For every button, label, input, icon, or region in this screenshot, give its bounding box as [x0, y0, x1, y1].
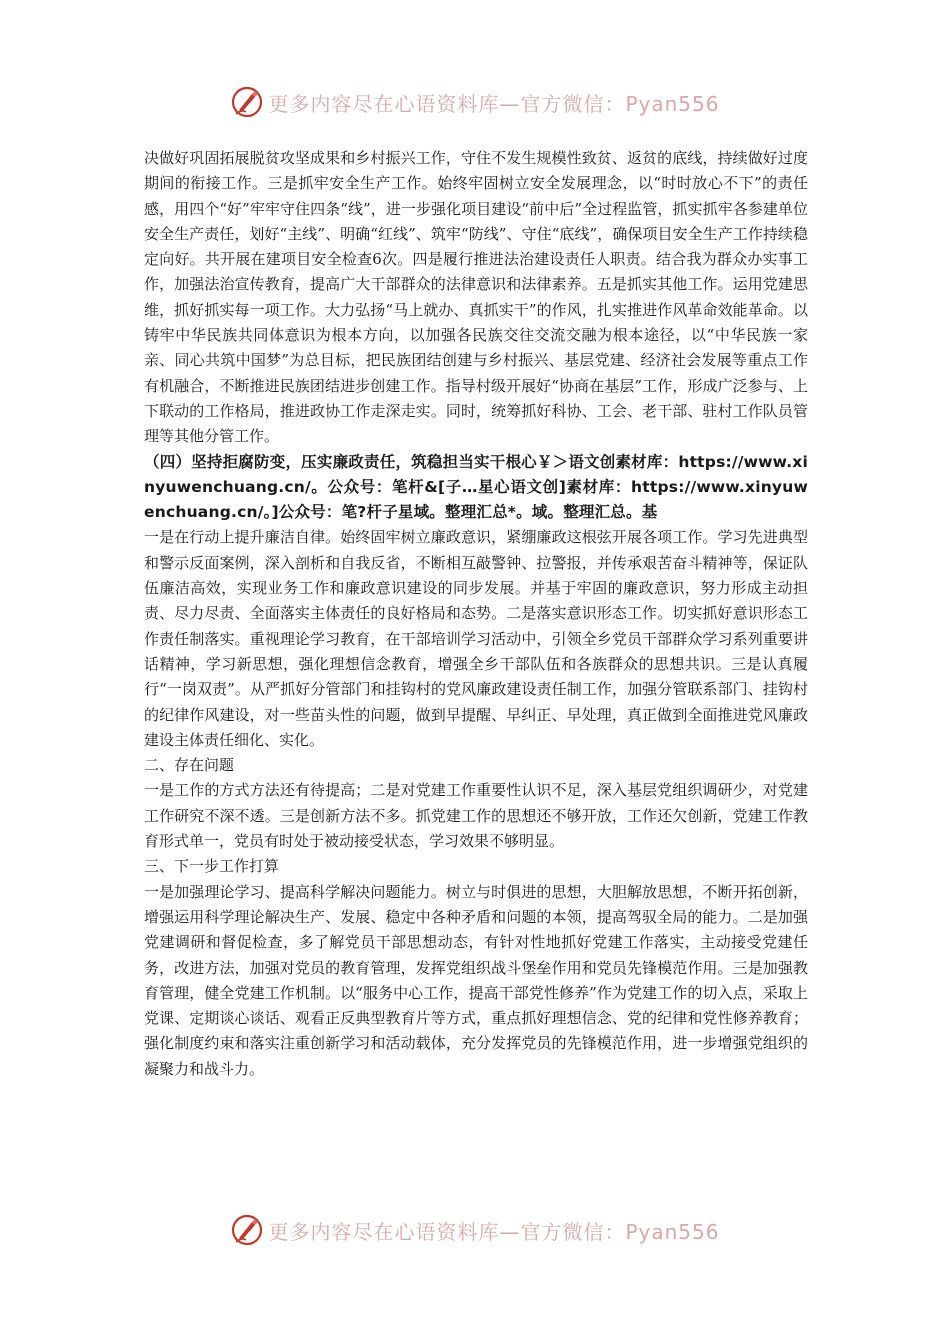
watermark-footer	[0, 1210, 950, 1250]
paragraph-next-steps: 一是加强理论学习、提高科学解决问题能力。树立与时俱进的思想，大胆解放思想，不断开拓创新，增强运用科学理论解决生产、发展、稳定中各种矛盾和问题的本领，提高驾驭全局的能力。二是加强党建调研和督促检查，多了解党员干部思想动态，有针对性地抓好党建工作落实，主动接受党建任务，改进方法，加强对党员的教育管理，发挥党组织战斗堡垒作用和党员先锋模范作用。三是加强教育管理，健全党建工作机制。以“服务中心工作，提高干部党性修养”作为党建工作的切入点，采取上党课、定期谈心谈话、观看正反典型教育片等方式，重点抓好理想信念、党的纪律和党性修养教育；强化制度约束和落实注重创新学习和活动载体，充分发挥党员的先锋模范作用，进一步增强党组织的凝聚力和战斗力。	[144, 882, 808, 1078]
watermark-header	[0, 82, 950, 122]
watermark-text: 更多内容尽在心语资料库—官方微信：Pyan556	[268, 91, 720, 116]
paragraph-integrity: 一是在行动上提升廉洁自律。始终固牢树立廉政意识，紧绷廉政这根弦开展各项工作。学习先进典型和警示反面案例，深入剖析和自我反省，不断相互敲警钟、拉警报，并传承艰苦奋斗精神等，保证队伍廉洁高效，实现业务工作和廉政意识建设的同步发展。并基于牢固的廉政意识，努力形成主动担责、尽力尽责、全面落实主体责任的良好格局和态势。二是落实意识形态工作。切实抓好意识形态工作责任制落实。重视理论学习教育，在干部培训学习活动中，引领全乡党员干部群众学习系列重要讲话精神，学习新思想，强化理想信念教育，增强全乡干部队伍和各族群众的思想共识。三是认真履行“一岗双责”。从严抓好分管部门和挂钩村的党风廉政建设责任制工作，加强分管联系部门、挂钩村的纪律作风建设，对一些苗头性的问题，做到早提醒、早纠正、早处理，真正做到全面推进党风廉政建设主体责任细化、实化。	[144, 528, 808, 749]
paragraph-work-continuation: 决做好巩固拓展脱贫攻坚成果和乡村振兴工作，守住不发生规模性致贫、返贫的底线，持续做好过度期间的衔接工作。三是抓牢安全生产工作。始终牢固树立安全发展理念，以“时时放心不下”的责任感，用四个“好”牢牢守住四条“线”，进一步强化项目建设“前中后”全过程监管，抓实抓牢各参建单位安全生产责任，划好“主线”、明确“红线”、筑牢“防线”、守住“底线”，确保项目安全生产工作持续稳定向好。共开展在建项目安全检查6次。四是履行推进法治建设责任人职责。结合我为群众办实事工作，加强法治宣传教育，提高广大干部群众的法律意识和法律素养。五是抓实其他工作。运用党建思维，抓好抓实每一项工作。大力弘扬“马上就办、真抓实干”的作风，扎实推进作风革命效能革命。以铸牢中华民族共同体意识为根本方向，以加强各民族交往交流交融为根本途径，以“中华民族一家亲、同心共筑中国梦”为总目标，把民族团结创建与乡村振兴、基层党建、经济社会发展等重点工作有机融合，不断推进民族团结进步创建工作。指导村级开展好“协商在基层”工作，形成广泛参与、上下联动的工作格局，推进政协工作走深走实。同时，统筹抓好科协、工会、老干部、驻村工作队员管理等其他分管工作。	[144, 149, 808, 446]
paragraph-problems: 一是工作的方式方法还有待提高；二是对党建工作重要性认识不足，深入基层党组织调研少，对党建工作研究不深不透。三是创新方法不多。抓党建工作的思想还不够开放，工作还欠创新，党建工作教育形式单一，党员有时处于被动接受状态，学习效果不够明显。	[144, 781, 808, 851]
heading-anti-corruption: （四）坚持拒腐防变，压实廉政责任，筑稳担当实干根心￥＞语文创素材库：https://www.xinyuwenchuang.cn/。公众号：笔杆&[子…星心语文创]素材库：https://www.xinyuwenchuang.cn/。]公众号：笔?杆子星域。整理汇总*。域。整理汇总。基	[144, 452, 808, 522]
section-title-next-steps: 三、下一步工作打算	[144, 857, 280, 876]
pen-circle-logo-icon	[230, 85, 264, 119]
watermark-text: 更多内容尽在心语资料库—官方微信：Pyan556	[268, 1219, 720, 1244]
pen-circle-logo-icon	[230, 1213, 264, 1247]
section-title-problems: 二、存在问题	[144, 756, 235, 775]
document-body	[144, 146, 808, 1082]
